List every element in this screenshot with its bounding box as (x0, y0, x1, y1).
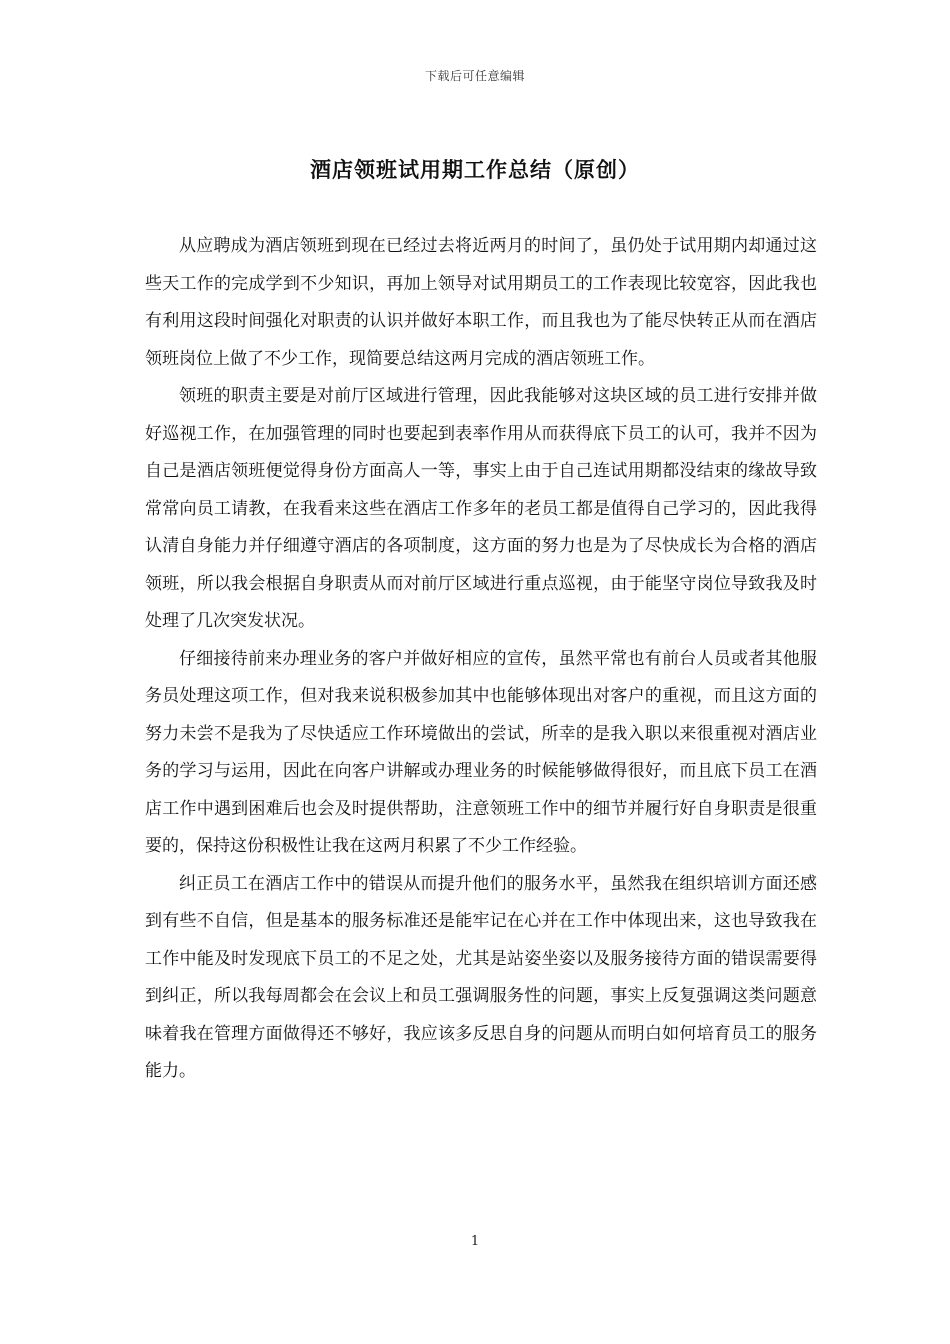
document-body (145, 228, 817, 1091)
header-note: 下载后可任意编辑 (424, 69, 525, 83)
document-title: 酒店领班试用期工作总结（原创） (310, 157, 640, 182)
page-number: 1 (470, 1234, 480, 1249)
paragraph: 从应聘成为酒店领班到现在已经过去将近两月的时间了，虽仍处于试用期内却通过这些天工作的完成学到不少知识，再加上领导对试用期员工的工作表现比较宽容，因此我也有利用这段时间强化对职责的认识并做好本职工作，而且我也为了能尽快转正从而在酒店领班岗位上做了不少工作，现简要总结这两月完成的酒店领班工作。 (145, 236, 817, 369)
paragraph: 仔细接待前来办理业务的客户并做好相应的宣传，虽然平常也有前台人员或者其他服务员处理这项工作，但对我来说积极参加其中也能够体现出对客户的重视，而且这方面的努力未尝不是我为了尽快适应工作环境做出的尝试，所幸的是我入职以来很重视对酒店业务的学习与运用，因此在向客户讲解或办理业务的时候能够做得很好，而且底下员工在酒店工作中遇到困难后也会及时提供帮助，注意领班工作中的细节并履行好自身职责是很重要的，保持这份积极性让我在这两月积累了不少工作经验。 (145, 648, 817, 856)
paragraph: 领班的职责主要是对前厅区域进行管理，因此我能够对这块区域的员工进行安排并做好巡视工作，在加强管理的同时也要起到表率作用从而获得底下员工的认可，我并不因为自己是酒店领班便觉得身份方面高人一等，事实上由于自己连试用期都没结束的缘故导致常常向员工请教，在我看来这些在酒店工作多年的老员工都是值得自己学习的，因此我得认清自身能力并仔细遵守酒店的各项制度，这方面的努力也是为了尽快成长为合格的酒店领班，所以我会根据自身职责从而对前厅区域进行重点巡视，由于能坚守岗位导致我及时处理了几次突发状况。 (145, 386, 817, 631)
paragraph: 纠正员工在酒店工作中的错误从而提升他们的服务水平，虽然我在组织培训方面还感到有些不自信，但是基本的服务标准还是能牢记在心并在工作中体现出来，这也导致我在工作中能及时发现底下员工的不足之处，尤其是站姿坐姿以及服务接待方面的错误需要得到纠正，所以我每周都会在会议上和员工强调服务性的问题，事实上反复强调这类问题意味着我在管理方面做得还不够好，我应该多反思自身的问题从而明白如何培育员工的服务能力。 (145, 873, 817, 1081)
